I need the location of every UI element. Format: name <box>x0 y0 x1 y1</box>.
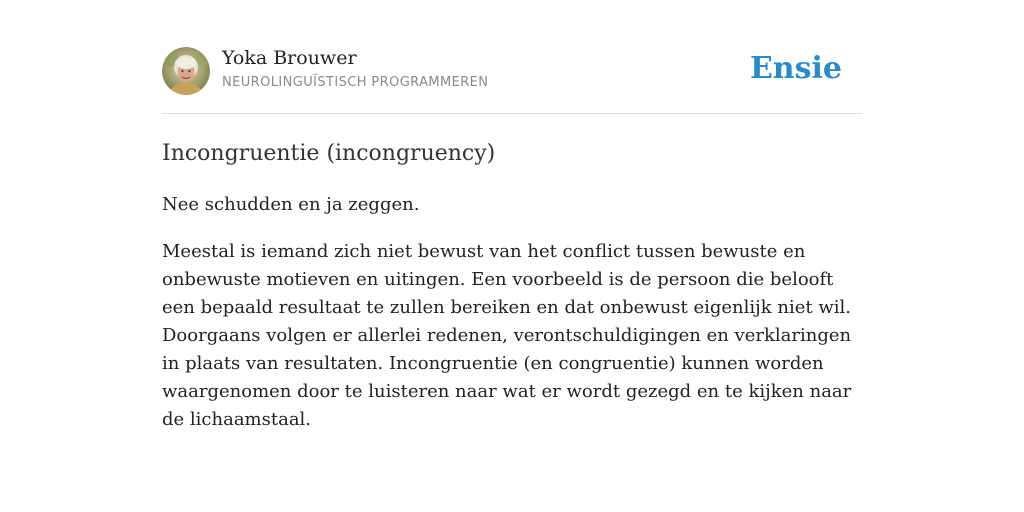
entry-card <box>162 46 862 434</box>
avatar[interactable] <box>162 47 210 95</box>
author-name[interactable]: Yoka Brouwer <box>222 47 357 69</box>
entry-summary: Nee schudden en ja zeggen. <box>162 194 420 215</box>
author-header <box>162 46 862 114</box>
brand-logo[interactable]: Ensie <box>749 51 842 86</box>
entry-body: Meestal is iemand zich niet bewust van het conflict tussen bewuste en onbewuste motieven en uitingen. Een voorbeeld is de persoon die belooft een bepaald resultaat te zullen bereiken en dat onbewust eigenlijk niet wil. Doorgaans volgen er allerlei redenen, verontschuldigingen en verklaringen in plaats van resultaten. Incongruentie (en congruentie) kunnen worden waargenomen door te luisteren naar wat er wordt gezegd en te kijken naar de lichaamstaal. <box>162 241 852 430</box>
author-topic[interactable]: NEUROLINGUÏSTISCH PROGRAMMEREN <box>222 75 489 90</box>
entry-title: Incongruentie (incongruency) <box>162 141 496 166</box>
